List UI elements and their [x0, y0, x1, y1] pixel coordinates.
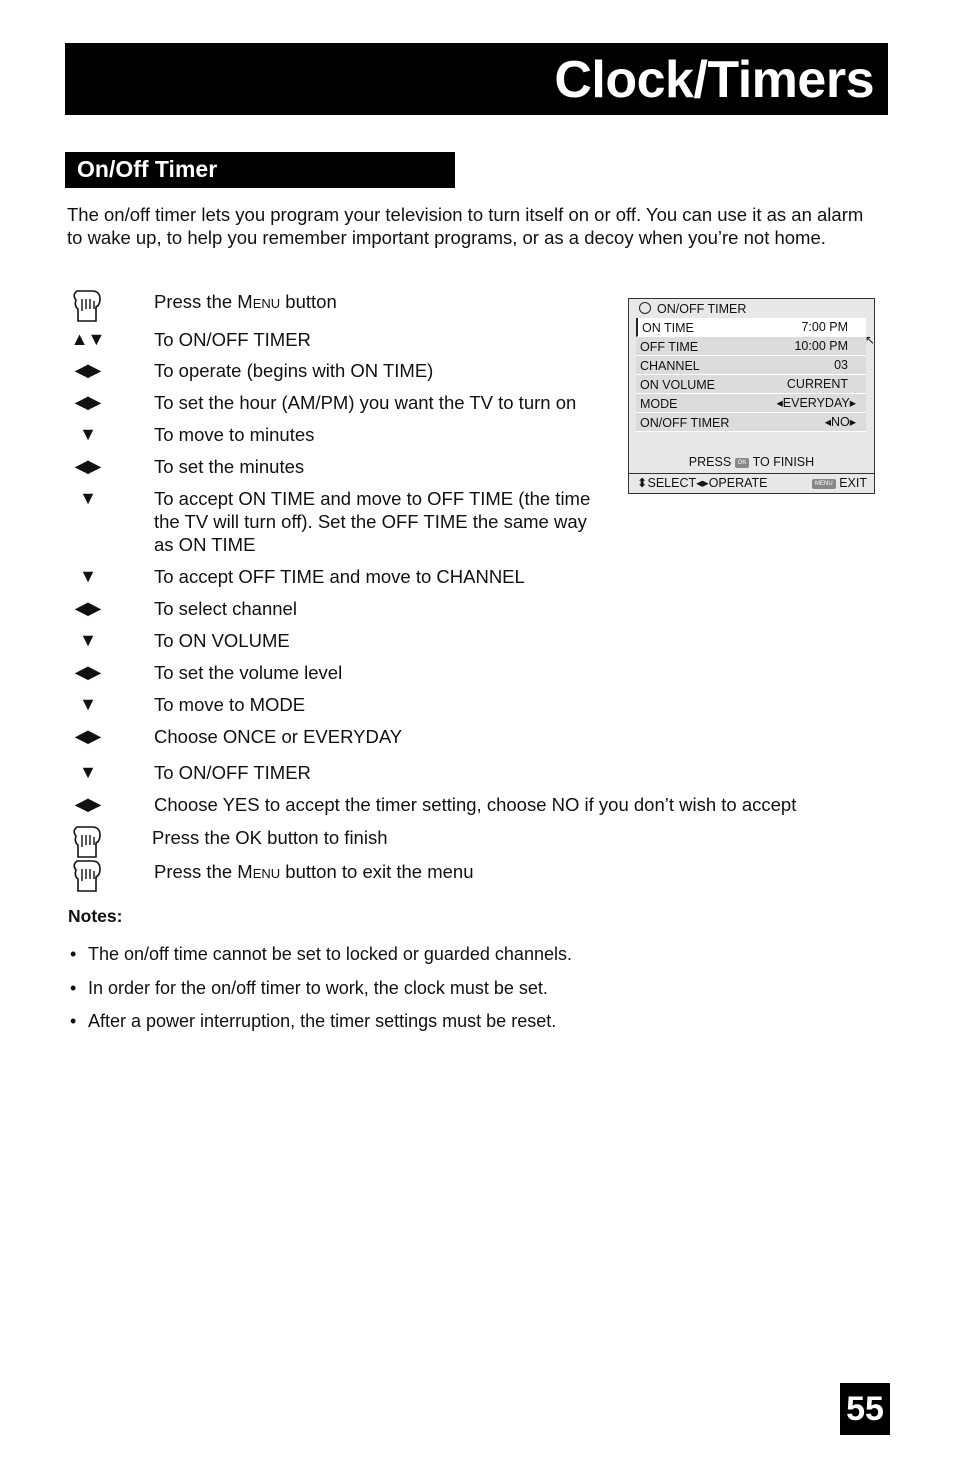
step-text: Choose YES to accept the timer setting, choose NO if you don’t wish to accept	[154, 794, 797, 815]
step-text: To move to MODE	[154, 694, 306, 715]
arrow-left-right-icon: ◀▶	[74, 662, 101, 682]
arrow-down-icon: ▼	[79, 424, 96, 444]
step-text: Press the OK button to finish	[152, 827, 388, 848]
bullet: •	[70, 978, 77, 998]
arrow-left-right-icon: ◀▶	[74, 598, 101, 618]
on-off-timer-menu-screenshot	[628, 298, 875, 494]
chevron-left-icon: ◂	[776, 396, 783, 410]
cursor-arrow-icon: ↖	[865, 333, 876, 347]
menu-rows	[636, 318, 866, 432]
menu-row-off-time: OFF TIME 10:00 PM	[636, 337, 866, 356]
arrow-left-right-icon: ◀▶	[74, 360, 101, 380]
step-text: Press the Menu button to exit the menu	[154, 861, 474, 882]
step-text: To select channel	[154, 598, 297, 619]
arrow-down-icon: ▼	[79, 566, 96, 586]
menu-row-mode: MODE ◂EVERYDAY▸	[636, 394, 866, 413]
note-item: • After a power interruption, the timer settings must be reset.	[70, 1011, 557, 1031]
chevron-right-icon: ▸	[849, 396, 856, 410]
ok-key-icon: OK	[735, 458, 750, 468]
step-text: To accept OFF TIME and move to CHANNEL	[154, 566, 525, 587]
menu-press-ok-hint: PRESS OK TO FINISH	[688, 455, 815, 469]
bullet: •	[70, 944, 77, 964]
note-item: • In order for the on/off timer to work, the clock must be set.	[70, 978, 548, 998]
page-title: Clock/Timers	[554, 51, 874, 109]
menu-title: ON/OFF TIMER	[629, 299, 874, 317]
chevron-left-icon: ◂	[824, 415, 831, 429]
step-text: To accept ON TIME and move to OFF TIME (the time the TV will turn off). Set the OFF TIME the same way as ON TIME	[154, 488, 591, 555]
menu-key-icon: MENU	[812, 479, 836, 489]
menu-footer: ⬍SELECT◂▸OPERATE MENU EXIT	[629, 473, 874, 493]
chevron-right-icon: ▸	[849, 415, 856, 429]
header-bar	[65, 43, 888, 115]
section-bar	[65, 152, 455, 188]
step-text: To operate (begins with ON TIME)	[154, 360, 434, 381]
hand-press-icon	[68, 287, 104, 323]
up-down-arrow-icon: ⬍	[637, 476, 648, 490]
step-text: To ON/OFF TIMER	[154, 762, 311, 783]
arrow-left-right-icon: ◀▶	[74, 392, 101, 412]
hand-press-icon	[68, 823, 104, 859]
menu-row-on-time: ON TIME 7:00 PM	[636, 318, 866, 337]
step-text: To set the minutes	[154, 456, 305, 477]
menu-row-channel: CHANNEL 03	[636, 356, 866, 375]
left-right-arrow-icon: ◂▸	[696, 476, 709, 490]
menu-row-on-off-timer: ON/OFF TIMER ◂NO▸	[636, 413, 866, 432]
arrow-left-right-icon: ◀▶	[74, 726, 101, 746]
arrow-down-icon: ▼	[79, 694, 96, 714]
step-text: To ON/OFF TIMER	[154, 329, 311, 350]
arrow-left-right-icon: ◀▶	[74, 794, 101, 814]
arrow-up-down-icon: ▲▼	[70, 329, 105, 349]
clock-icon	[639, 302, 651, 314]
step-text: To set the hour (AM/PM) you want the TV to turn on	[154, 392, 577, 413]
bullet: •	[70, 1011, 77, 1031]
section-title: On/Off Timer	[77, 156, 218, 182]
menu-row-on-volume: ON VOLUME CURRENT	[636, 375, 866, 394]
page-number: 55	[840, 1383, 890, 1435]
step-text: To move to minutes	[154, 424, 315, 445]
step-text: Choose ONCE or EVERYDAY	[154, 726, 403, 747]
intro-paragraph: The on/off timer lets you program your television to turn itself on or off. You can use it as an alarm to wake up, to help you remember important programs, or as a decoy when you’re not home.	[67, 204, 864, 248]
note-item: • The on/off time cannot be set to locked or guarded channels.	[70, 944, 572, 964]
arrow-down-icon: ▼	[79, 630, 96, 650]
arrow-down-icon: ▼	[79, 488, 96, 508]
hand-press-icon	[68, 857, 104, 893]
step-text: To ON VOLUME	[154, 630, 290, 651]
notes-heading: Notes:	[68, 906, 123, 926]
arrow-left-right-icon: ◀▶	[74, 456, 101, 476]
step-text: Press the Menu button	[154, 291, 337, 312]
arrow-down-icon: ▼	[79, 762, 96, 782]
step-text: To set the volume level	[154, 662, 343, 683]
